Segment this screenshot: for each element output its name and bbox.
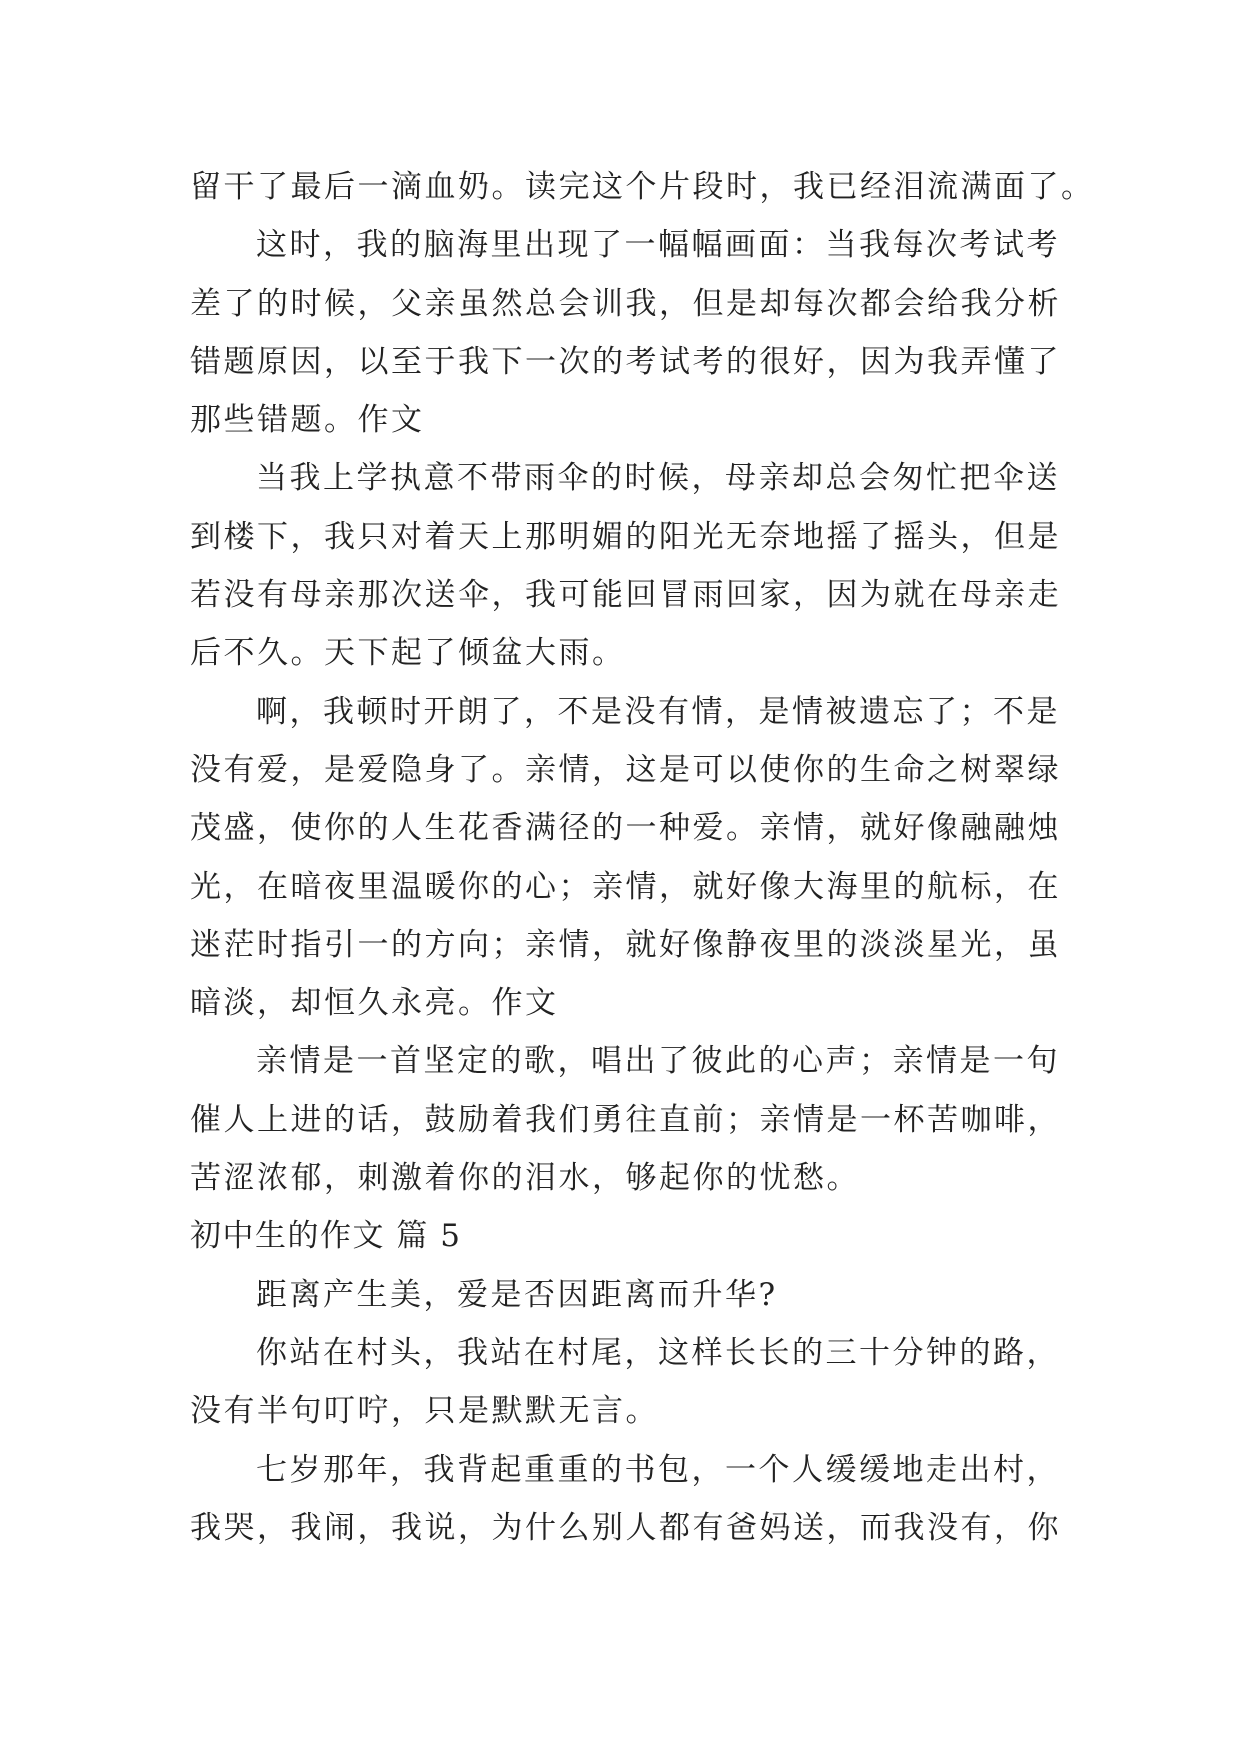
text-line: 我哭，我闹，我说，为什么别人都有爸妈送，而我没有，你 xyxy=(190,1509,1061,1546)
text-line: 错题原因，以至于我下一次的考试考的很好，因为我弄懂了 xyxy=(190,343,1061,380)
text-line: 暗淡，却恒久永亮。作文 xyxy=(190,985,559,1022)
text-line: 茂盛，使你的人生花香满径的一种爱。亲情，就好像融融烛 xyxy=(190,810,1061,847)
text-line: 啊，我顿时开朗了，不是没有情，是情被遗忘了；不是 xyxy=(256,693,1060,730)
text-line: 没有爱，是爱隐身了。亲情，这是可以使你的生命之树翠绿 xyxy=(190,751,1061,788)
text-line: 留干了最后一滴血奶。读完这个片段时，我已经泪流满面了。 xyxy=(190,169,1095,205)
text-line: 光，在暗夜里温暖你的心；亲情，就好像大海里的航标，在 xyxy=(190,868,1061,905)
text-line: 那些错题。作文 xyxy=(190,402,425,439)
text-line: 当我上学执意不带雨伞的时候，母亲却总会匆忙把伞送 xyxy=(256,460,1060,497)
text-line: 七岁那年，我背起重重的书包，一个人缓缓地走出村， xyxy=(256,1451,1060,1488)
document-body xyxy=(190,158,1095,1557)
text-line: 距离产生美，爱是否因距离而升华? xyxy=(256,1276,778,1313)
text-line: 你站在村头，我站在村尾，这样长长的三十分钟的路， xyxy=(256,1334,1060,1371)
text-line: 到楼下，我只对着天上那明媚的阳光无奈地摇了摇头，但是 xyxy=(190,518,1061,555)
text-line: 催人上进的话，鼓励着我们勇往直前；亲情是一杯苦咖啡， xyxy=(190,1101,1061,1138)
text-line: 若没有母亲那次送伞，我可能回冒雨回家，因为就在母亲走 xyxy=(190,577,1061,614)
text-line: 后不久。天下起了倾盆大雨。 xyxy=(190,635,626,672)
section-heading: 初中生的作文 篇 5 xyxy=(190,1218,462,1255)
text-line: 没有半句叮咛，只是默默无言。 xyxy=(190,1393,659,1430)
text-line: 差了的时候，父亲虽然总会训我，但是却每次都会给我分析 xyxy=(190,285,1061,322)
text-line: 亲情是一首坚定的歌，唱出了彼此的心声；亲情是一句 xyxy=(256,1043,1060,1080)
text-line: 苦涩浓郁，刺激着你的泪水，够起你的忧愁。 xyxy=(190,1160,860,1197)
text-line: 迷茫时指引一的方向；亲情，就好像静夜里的淡淡星光，虽 xyxy=(190,926,1061,963)
text-line: 这时，我的脑海里出现了一幅幅画面：当我每次考试考 xyxy=(256,227,1060,264)
